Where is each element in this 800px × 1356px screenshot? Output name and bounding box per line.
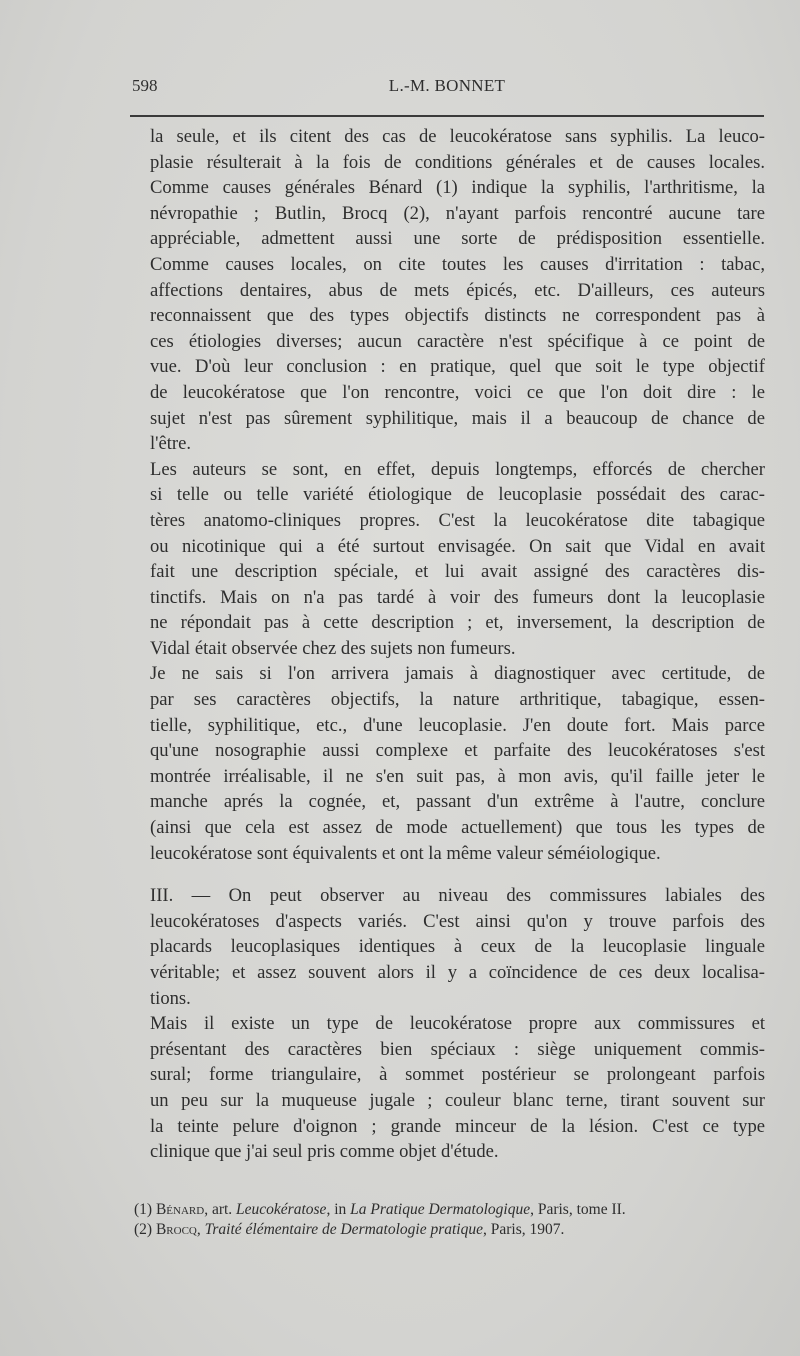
text-line: ne répondait pas à cette description ; et, inversement, la description de xyxy=(150,612,765,634)
text-line: la seule, et ils citent des cas de leucokératose sans syphilis. La leuco- xyxy=(150,126,765,147)
text-line: Vidal était observée chez des sujets non fumeurs. xyxy=(150,637,516,659)
text-line: sural; forme triangulaire, à sommet postérieur se prolongeant parfois xyxy=(150,1064,765,1086)
text-line: montrée irréalisable, il ne s'en suit pas, à mon avis, qu'il faille jeter le xyxy=(150,765,765,787)
paragraph xyxy=(150,457,765,662)
text-line: manche aprés la cognée, et, passant d'un extrême à l'autre, conclure xyxy=(150,791,765,813)
text-line: affections dentaires, abus de mets épicés, etc. D'ailleurs, ces auteurs xyxy=(150,279,765,301)
footnote-title: La Pratique Dermatologique xyxy=(350,1201,531,1218)
text-line: vue. D'où leur conclusion : en pratique, quel que soit le type objectif xyxy=(150,356,765,378)
text-line: l'être. xyxy=(150,433,192,455)
text-line: fait une description spéciale, et lui avait assigné des caractères dis- xyxy=(150,561,765,583)
body-text xyxy=(150,124,765,1165)
footnote-text: , art. xyxy=(204,1201,237,1218)
text-line: Les auteurs se sont, en effet, depuis longtemps, efforcés de chercher xyxy=(150,458,765,480)
text-line: présentant des caractères bien spéciaux : siège uniquement commis- xyxy=(150,1038,765,1060)
running-title: L.-M. BONNET xyxy=(388,76,506,95)
text-line: Mais il existe un type de leucokératose propre aux commissures et xyxy=(150,1013,765,1035)
text-line: reconnaissent que des types objectifs distincts ne correspondent pas à xyxy=(150,305,765,327)
footnote-title: Leucokératose xyxy=(236,1201,327,1218)
text-line: ou nicotinique qui a été surtout envisagée. On sait que Vidal en avait xyxy=(150,535,765,557)
page-number: 598 xyxy=(132,76,158,95)
text-line: Comme causes générales Bénard (1) indique la syphilis, l'arthritisme, la xyxy=(150,177,765,199)
paragraph xyxy=(150,1011,765,1165)
paragraph xyxy=(150,661,765,866)
footnote-marker: (2) xyxy=(134,1221,153,1238)
text-line: tions. xyxy=(150,987,191,1009)
header-rule xyxy=(130,115,764,117)
text-line: par ses caractères objectifs, la nature arthritique, tabagique, essen- xyxy=(150,689,765,711)
text-line: clinique que j'ai seul pris comme objet d'étude. xyxy=(150,1141,499,1163)
text-line: si telle ou telle variété étiologique de leucoplasie possédait des carac- xyxy=(150,484,765,506)
text-line: de leucokératose que l'on rencontre, voici ce que l'on doit dire : le xyxy=(150,381,765,403)
text-line: Comme causes locales, on cite toutes les causes d'irritation : tabac, xyxy=(150,253,765,275)
text-line: Je ne sais si l'on arrivera jamais à diagnostiquer avec certitude, de xyxy=(150,663,765,685)
text-line: qu'une nosographie aussi complexe et parfaite des leucokératoses s'est xyxy=(150,740,765,762)
footnote-author: Brocq xyxy=(155,1221,197,1238)
footnote-text: , Paris, 1907. xyxy=(483,1221,565,1238)
footnote-text: , in xyxy=(326,1201,351,1218)
section-gap xyxy=(150,866,765,883)
text-line: (ainsi que cela est assez de mode actuellement) que tous les types de xyxy=(150,817,765,839)
footnote-title: Traité élémentaire de Dermatologie pratique xyxy=(204,1221,483,1238)
text-line: ces étiologies diverses; aucun caractère n'est spécifique à ce point de xyxy=(150,330,765,352)
paragraph xyxy=(150,883,765,1011)
text-line: tères anatomo-cliniques propres. C'est la leucokératose dite tabagique xyxy=(150,509,765,531)
text-line: un peu sur la muqueuse jugale ; couleur blanc terne, tirant souvent sur xyxy=(150,1089,765,1111)
paragraph xyxy=(150,124,765,457)
footnote-text: , xyxy=(196,1221,205,1238)
text-line: leucokératoses d'aspects variés. C'est ainsi qu'on y trouve parfois des xyxy=(150,910,765,932)
footnote-2 xyxy=(134,1220,754,1240)
text-line: véritable; et assez souvent alors il y a coïncidence de ces deux localisa- xyxy=(150,962,765,983)
text-line: névropathie ; Butlin, Brocq (2), n'ayant parfois rencontré aucune tare xyxy=(150,202,765,224)
text-line: placards leucoplasiques identiques à ceux de la leucoplasie linguale xyxy=(150,936,765,958)
text-line: sujet n'est pas sûrement syphilitique, mais il a beaucoup de chance de xyxy=(150,407,765,429)
page-header xyxy=(132,76,762,100)
footnote-author: Bénard xyxy=(155,1201,205,1218)
text-line: la teinte pelure d'oignon ; grande minceur de la lésion. C'est ce type xyxy=(150,1115,765,1137)
text-line: III. — On peut observer au niveau des commissures labiales des xyxy=(150,885,765,907)
footnote-1 xyxy=(134,1200,754,1220)
text-line: appréciable, admettent aussi une sorte de prédisposition essentielle. xyxy=(150,228,765,250)
footnotes xyxy=(134,1200,754,1240)
text-line: plasie résulterait à la fois de conditions générales et de causes locales. xyxy=(150,151,765,173)
footnote-marker: (1) xyxy=(134,1201,153,1218)
text-line: leucokératose sont équivalents et ont la même valeur séméiologique. xyxy=(150,842,661,864)
footnote-text: , Paris, tome II. xyxy=(530,1201,626,1218)
text-line: tielle, syphilitique, etc., d'une leucoplasie. J'en doute fort. Mais parce xyxy=(150,714,765,736)
text-line: tinctifs. Mais on n'a pas tardé à voir des fumeurs dont la leucoplasie xyxy=(150,586,765,608)
